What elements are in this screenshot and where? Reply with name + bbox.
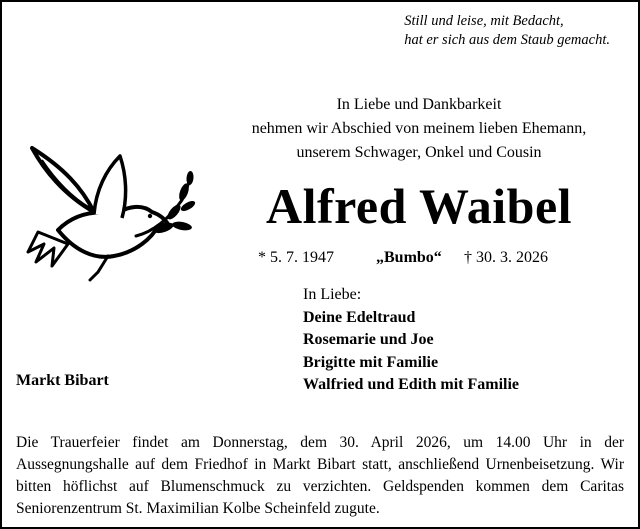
death-date: † 30. 3. 2026 xyxy=(464,249,548,266)
mourner-name: Rosemarie und Joe xyxy=(303,331,434,348)
birth-date: * 5. 7. 1947 xyxy=(258,249,334,266)
motto-line-1: Still und leise, mit Bedacht, xyxy=(404,13,564,29)
place-name: Markt Bibart xyxy=(16,372,109,389)
mourners-heading: In Liebe: xyxy=(303,286,362,303)
intro-line-1: In Liebe und Dankbarkeit xyxy=(336,96,502,113)
intro-line-3: unserem Schwager, Onkel und Cousin xyxy=(296,144,542,161)
deceased-name: Alfred Waibel xyxy=(265,178,573,234)
motto-line-2: hat er sich aus dem Staub gemacht. xyxy=(404,32,610,48)
mourner-name: Walfried und Edith mit Familie xyxy=(303,376,520,393)
dove-with-olive-branch-icon xyxy=(24,140,196,284)
intro-text xyxy=(222,93,616,165)
intro-line-2: nehmen wir Abschied von meinem lieben Ehemann, xyxy=(251,120,587,137)
nickname: „Bumbo“ xyxy=(376,249,442,266)
mourners-list xyxy=(303,284,519,397)
mourner-name: Brigitte mit Familie xyxy=(303,353,439,371)
mourner-name: Deine Edeltraud xyxy=(303,308,416,326)
motto xyxy=(404,12,610,50)
funeral-notice: Die Trauerfeier findet am Donnerstag, dem 30. April 2026, um 14.00 Uhr in der Aussegnungshalle auf dem Friedhof in Markt Bibart statt, anschließend Urnenbeisetzung. Wir bitten höflichst auf Blumenschmuck zu verzichten. Geldspenden kommen dem Caritas Seniorenzentrum St. Maximilian Kolbe Scheinfeld zugute. xyxy=(16,434,624,517)
